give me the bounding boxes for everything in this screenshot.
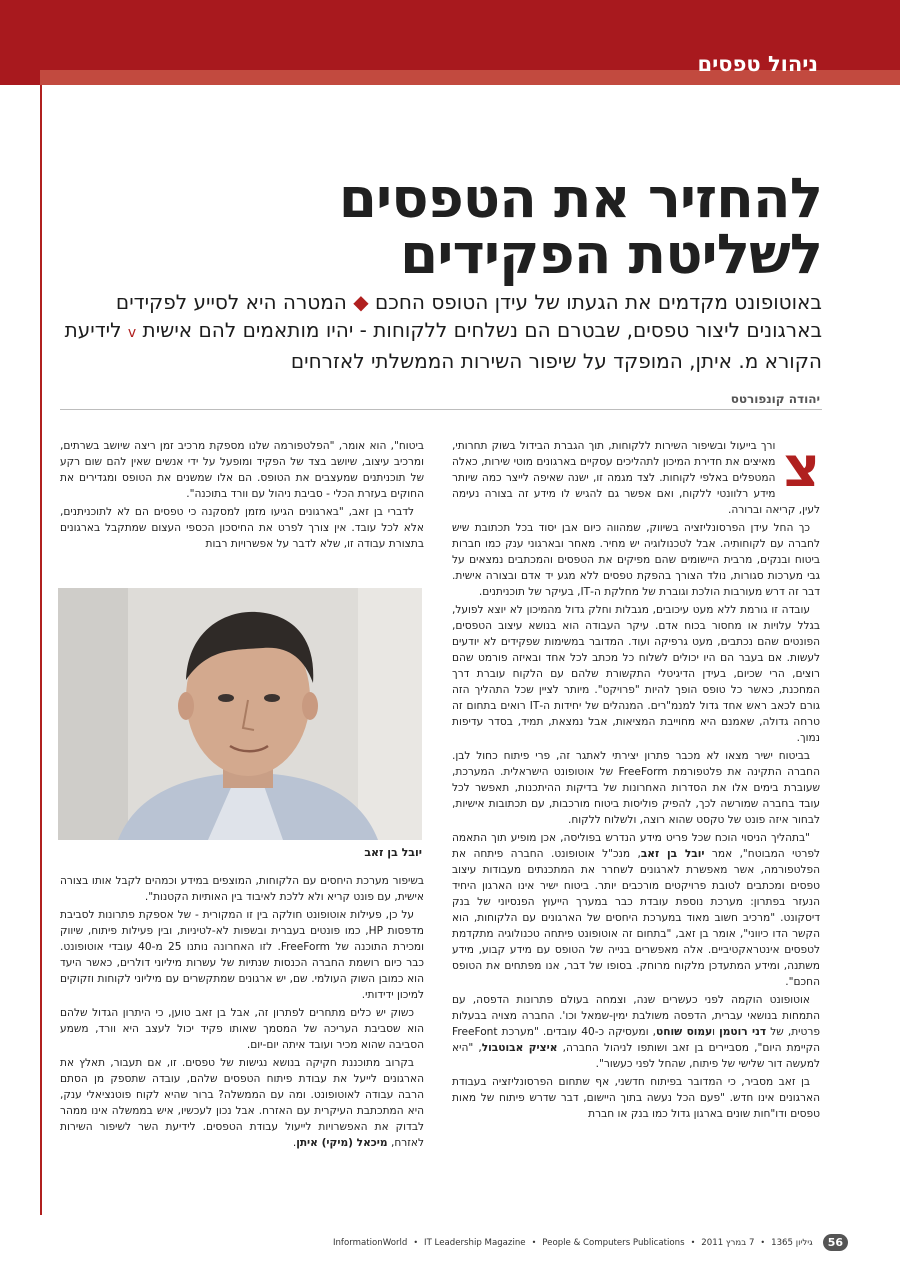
deck-part-1: באוטופונט מקדמים את הגעתו של עידן הטופס החכם [374, 290, 822, 314]
paragraph: בן זאב מסביר, כי המדובר בפיתוח חדשני, אף שתחום הפרסונליזציה בעבודת הארגונים אינו חדש. "פעם הכל נעשה בתוך היישום, דבר שדרש פיתוח של מאות טפסים ודו"חות שונים בארגון גדול כמו בנק או חברת [452, 1076, 820, 1120]
deck-part-3: לידיעת הקורא מ. איתן, המופקד על שיפור השירות הממשלתי לאזרחים [64, 318, 822, 373]
section-label: ניהול טפסים [697, 52, 818, 76]
paragraph: כך החל עידן הפרסונליזציה בשיווק, שמהווה כיום אבן יסוד בכל תכתובת שיש לחברה עם לקוחותיה. אבל לטכנולוגיה יש מחיר. מאחר ובארגוני ענק כמו חברות ביטוח ובנקים, מרבית היישומים שהם מפיקים את הטפסים והמכתבים נמצאים על גבי מערכות סגורות, נולד הצורך בהפקת טפסים ללא מגע יד אדם ובצורה אישית. דבר זה דרש מעורבות הולכת וגוברת של מחלקת ה-IT, בעיקר של תוכניתנים. [452, 522, 820, 598]
paragraph: בשיפור מערכת היחסים עם הלקוחות, המוצפים במידע וכמהים לקבל אותו בצורה אישית, עם פונט קריא ולא ללכת לאיבוד בין האותיות הקטנות". [60, 875, 424, 903]
text-run: "בתהליך הניסוי הוכח שכל פריט מידע הנדרש בפוליסה, אכן מופיע תוך התאמה לפרטי המבוטח", אמר [452, 832, 820, 860]
text-run: , מנכ"ל אוטופונט. החברה פיתחה את הפלטפורמה, אשר מאפשרת לארגונים לשחרר את המתכנתים מעבודות עיצוב טפסים ומכתבים לטובת פרויקטים מורכבים יותר. ביטוח ישיר אינו הארגון היחיד הנעזר בפתרון: מערכת נוספת עובדת כבר במערך הייעוץ הפנסיוני של בנק דיסקונט. "מרכיב חשוב מאוד במערכת היחסים של הארגונים עם הלקוחות, הוא הקשר הדו כיווני", אומר בן זאב, "בתחום זה אוטופונט פיתחה טכנולוגיה מתקדמת לטפסים אינטראקטיביים. אלה מאפשרים בנייה של הטופס עם מידע קבוע, מידע משתנה, ומידע המתעדכן מלקוח מרוחק. בסופו של דבר, אנו מפתחים את הטופס החכם". [452, 848, 820, 988]
page-number: 56 [823, 1234, 848, 1251]
photo-caption: יובל בן זאב [364, 846, 422, 859]
article-column-left-top [60, 438, 424, 584]
person-name: דני רוטמן [719, 1026, 767, 1038]
text-run: , "היא למעשה דור שלישי של פיתוח, שהחל לפני כעשור". [452, 1042, 820, 1070]
headline-line-1: להחזיר את הטפסים [338, 166, 822, 230]
paragraph: ביטוח", הוא אומר, "הפלטפורמה שלנו מספקת מרכיב זמן ריצה שיושב בשרתים, ומרכיב עיצוב, שיושב בצד של הפקיד ומופעל על ידי אנשים שאין להם שום רקע של תוכניתנים שמעצבים את הטופס. הם אלו שמשנים את הטופס ומגדירים את החוקים בעזרת הכלי - סביבת ניהול עם וורד בתוכנה". [60, 440, 424, 500]
headline-line-2: לשליטת הפקידים [400, 222, 822, 286]
issue-date: 7 במרץ 2011 [701, 1237, 755, 1248]
paragraph: בביטוח ישיר מצאו לא מכבר פתרון יצירתי לאתגר זה, פרי פיתוח כחול לבן. החברה התקינה את פלטפורמת FreeForm של אוטופונט הישראלית. המערכת, שעוברת בימים אלו את הסדרות האחרונות של בדיקות ההיתכנות, תאפשר לכל עובד בחברה שמורשה לכך, להפיק פוליסות ביטוח מורכבות, עם תכתובות אישיות, לבחור איזה פונט של טקסט שהוא רוצה, ולשלוח ללקוח. [452, 750, 820, 826]
text-run: אוטופונט הוקמה לפני כעשרים שנה, וצמחה בעולם פתרונות הדפסה, עם התמחות בנושאי עברית, הדפסה משולבת ימין-שמאל וכו'. החברה מצויה בבעלות פרטית, של [452, 994, 820, 1038]
article-column-right [452, 438, 820, 1202]
paragraph [60, 1055, 424, 1151]
issue-number: גיליון 1365 [771, 1237, 813, 1248]
magazine-name: IT Leadership Magazine [424, 1237, 526, 1248]
diamond-icon: ◆ [353, 290, 369, 314]
paragraph: ורך בייעול ובשיפור השירות ללקוחות, תוך הגברת הבידול בשוק תחרותי, מאיצים את חדירת המיכון לתהליכים עסקיים בארגונים מוטי שירות, כאלה המטפלים באלפי לקוחות. לצד מגמה זו, ישנה שאיפה לייצר כמה שיותר מידע רלוונטי ללקוח, ואם אפשר גם להגיש לו מידע זה בצורה נעימה לעין, קריאה וברורה. [452, 440, 820, 516]
v-bullet-icon: v [127, 325, 137, 341]
separator: • [760, 1238, 766, 1247]
portrait-illustration [58, 588, 422, 840]
person-name: עמוס שוחט [656, 1026, 713, 1038]
text-run: , ומעסיקה כ-40 עובדים. "מערכת FreeFont הקיימת היום", מסביירים בן זאב ושותפו לניהול החברה, [452, 1026, 820, 1054]
separator: • [531, 1238, 537, 1247]
paragraph: עובדה זו גורמת ללא מעט עיכובים, מגבלות וחלק גדול מהמיכון לא יוצא לפועל, בגלל עלויות או מחסור בכוח אדם. עיקר העבודה הוא בנושא עיצוב הטפסים, הפונטים שהם נכתבים, מעט גרפיקה ועוד. המדובר במשימות שפקידים לא יודעים לעשות. אם בעבר הם היו יכולים לשלוח כל מכתב לכל אחד ובאיזה פורמט שהם רוצים, הרי שכיום, בעידן הדיגיטלי התקשורת שלהם עם הלקוח עוברת דרך המחכנת, כאשר כל טופס הופך להיות "פרויקט". מיותר לציין שכל התהליך הזה גורם לכאב ראש אחד גדול למנמ"רים. המנהלים של יחידות ה-IT רואים בתחום זה טרחה גדולה, שאמנם היא מחוייבת המציאות, אבל נמצאת, תמיד, בסדר עדיפות נמוך. [452, 604, 820, 744]
magazine-name: InformationWorld [332, 1237, 408, 1248]
drop-cap: צ [783, 438, 820, 500]
separator: • [413, 1238, 419, 1247]
deck-subtitle [62, 288, 822, 375]
paragraph [452, 830, 820, 990]
text-run: ו [712, 1026, 716, 1038]
person-name: מיכאל (מיקי) איתן [296, 1137, 388, 1149]
page-footer [333, 1234, 848, 1251]
article-column-left-bottom [60, 873, 424, 1193]
text-run: בקרוב מתוכננת חקיקה בנושא נגישות של טפסים. זו, אם תעבור, תאלץ את הארגונים לייעל את עבודת פיתוח הטפסים שלהם, עובדה שתספק מן הסתם הרבה עבודה לאוטופונט. ומה עם הממשלה? ברור שהיא לקוח פוטנציאלי ענק, היא המתכתבת העיקרית עם האזרח. אבל נכון לעכשיו, איש בממשלה אינו ממהר לבדוק את האפשרויות לייעול עבודת הטפסים. לידיעת השר לשיפור השירות לאזרח, [60, 1057, 424, 1149]
publisher-name: People & Computers Publications [542, 1237, 685, 1248]
paragraph [452, 992, 820, 1072]
paragraph: לדברי בן זאב, "בארגונים הגיעו מזמן למסקנה כי טפסים הם לא לתוכניתנים, אלא לכל עובד. אין צורך לפרט את החיסכון הכספי העצום שמתקבל בארגונים בתצורת עבודה זו, שלא לדבר על אפשרויות רבות [60, 506, 424, 550]
person-name: איציק אבוטבול [481, 1042, 558, 1054]
text-run: . [292, 1137, 297, 1149]
paragraph: כשוק יש כלים מתחרים לפתרון זה, אבל בן זאב טוען, כי היתרון הגדול שלהם הוא שסביבת העריכה של המסמך שאותו פקיד יכול לעצב היא וורד, משמע הסביבה שהוא מכיר ועובד איתה יום-יום. [60, 1007, 424, 1051]
byline: יהודה קונפורטס [730, 392, 820, 406]
byline-divider [60, 409, 822, 410]
person-name: יובל בן זאב [640, 848, 705, 860]
page-frame-rule [40, 85, 42, 1215]
deck-part-2: המטרה היא לסייע לפקידים בארגונים ליצור טפסים, שבטרם הם נשלחים ללקוחות - יהיו מותאמים להם אישית [115, 290, 822, 342]
separator: • [690, 1238, 696, 1247]
headline [122, 166, 822, 286]
portrait-photo [58, 588, 422, 840]
paragraph: על כן, פעילות אוטופונט חולקה בין זו המקורית - של אספקת פתרונות לסביבת מדפסות HP, כמו פונטים בעברית ובשפות לא-לטיניות, ובין פעילות פיתוח, שיווק ומכירת התוכנה של FreeForm. לזו האחרונה נותנו 25 מ-40 עובדי אוטופונט. כבר כיום רושמת החברה הכנסות שנתיות של עשרות מיליוני דולרים, כאשר היעד הוא כמובן השוק העולמי. שם, יש ארגונים שמתקשרים עם מיליוני לקוחות וזקוקים למיכון ידידותי. [60, 909, 424, 1001]
